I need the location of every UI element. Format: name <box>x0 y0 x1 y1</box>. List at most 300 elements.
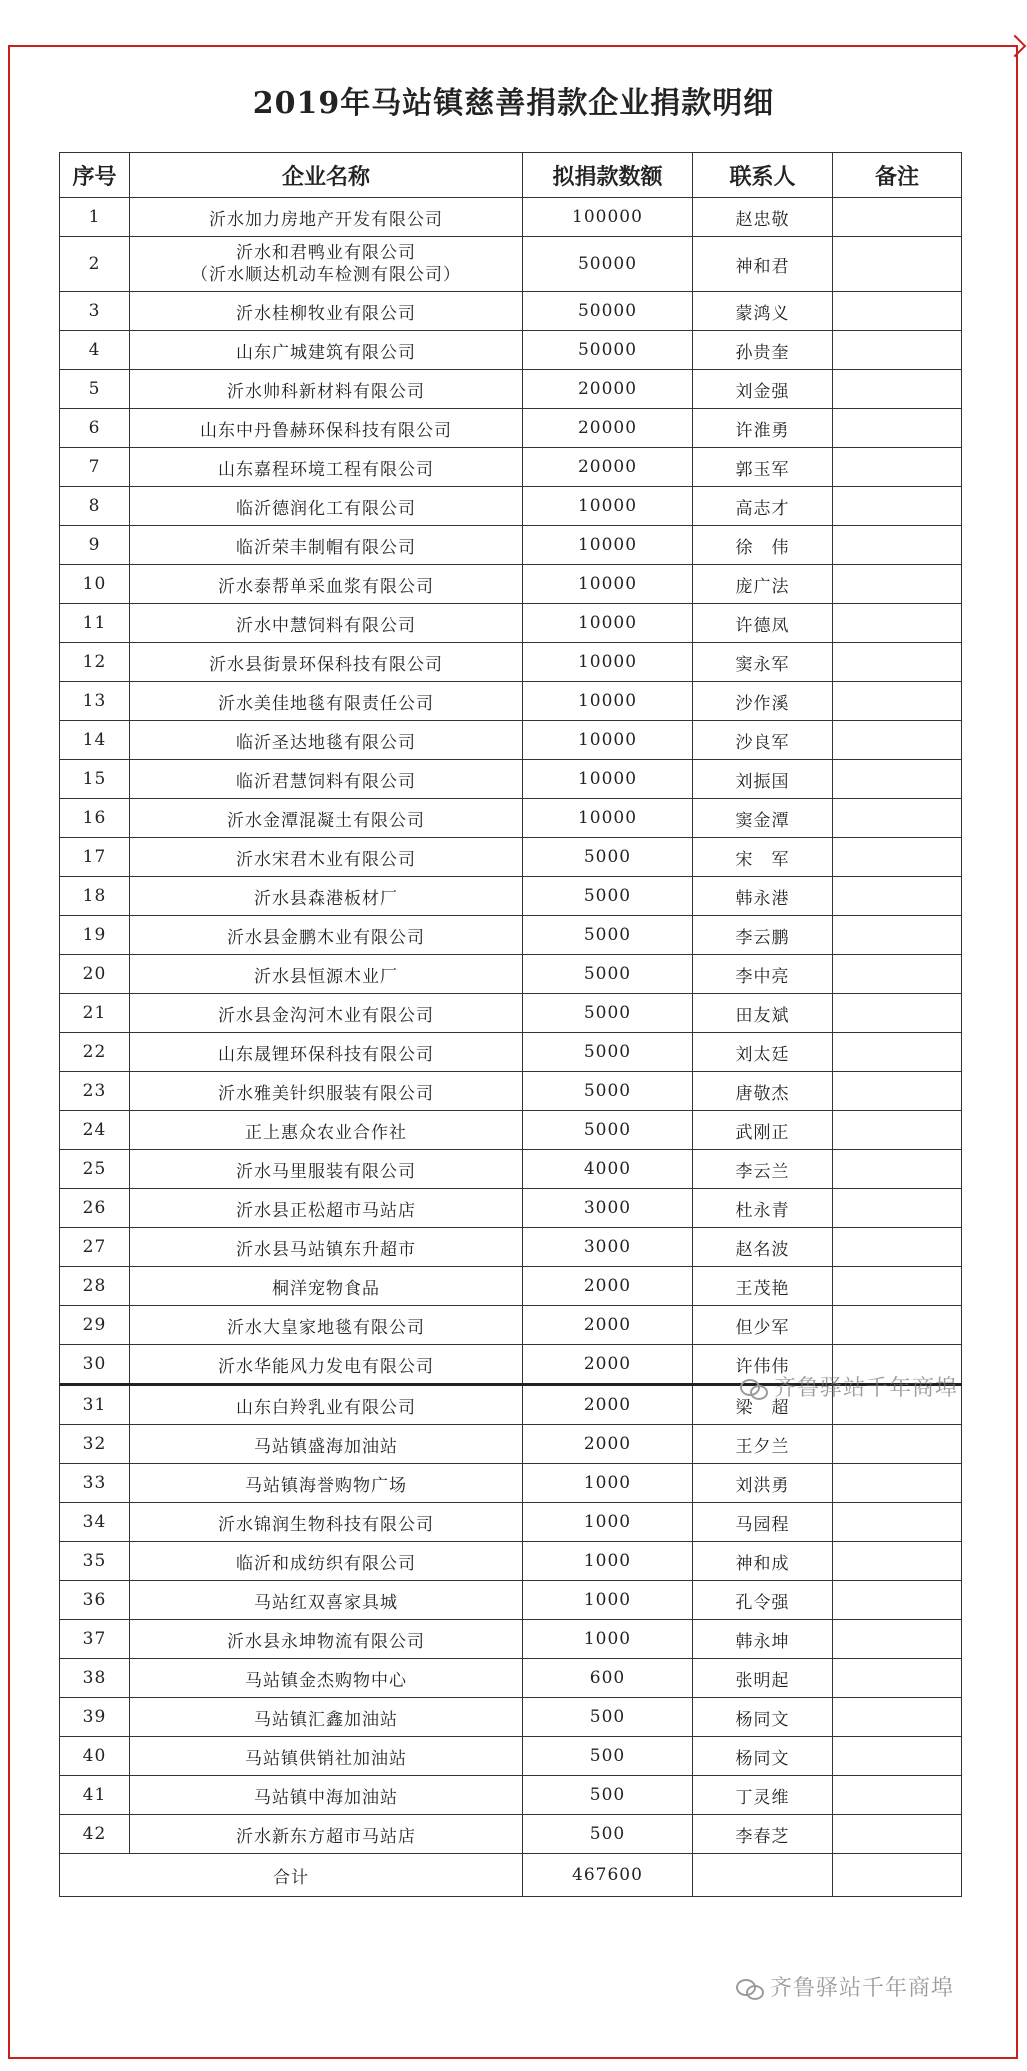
cell-company <box>130 1228 523 1267</box>
cell-contact: 刘洪勇 <box>693 1464 833 1503</box>
cell-contact: 刘振国 <box>693 760 833 799</box>
cell-amount: 10000 <box>523 721 693 760</box>
cell-contact: 杨同文 <box>693 1698 833 1737</box>
cell-note <box>833 487 962 526</box>
cell-no: 26 <box>60 1189 130 1228</box>
cell-contact: 刘太廷 <box>693 1033 833 1072</box>
cell-company <box>130 1150 523 1189</box>
company-name: 沂水中慧饲料有限公司 <box>236 615 416 636</box>
company-name: 山东白羚乳业有限公司 <box>236 1397 416 1418</box>
cell-note <box>833 760 962 799</box>
cell-contact: 马园程 <box>693 1503 833 1542</box>
cell-note <box>833 955 962 994</box>
cell-contact: 窦永军 <box>693 643 833 682</box>
cell-company <box>130 237 523 292</box>
cell-no: 14 <box>60 721 130 760</box>
company-name: 临沂君慧饲料有限公司 <box>236 771 416 792</box>
cell-no: 27 <box>60 1228 130 1267</box>
cell-company <box>130 198 523 237</box>
cell-amount: 5000 <box>523 838 693 877</box>
cell-note <box>833 292 962 331</box>
table-row <box>60 1659 962 1698</box>
table-row <box>60 198 962 237</box>
cell-amount: 1000 <box>523 1503 693 1542</box>
cell-amount: 2000 <box>523 1306 693 1345</box>
cell-company <box>130 448 523 487</box>
cell-note <box>833 1815 962 1854</box>
cell-amount: 600 <box>523 1659 693 1698</box>
cell-no: 31 <box>60 1385 130 1425</box>
cell-note <box>833 877 962 916</box>
company-name: 沂水锦润生物科技有限公司 <box>218 1514 434 1535</box>
company-name: 沂水县金沟河木业有限公司 <box>218 1005 434 1026</box>
cell-note <box>833 682 962 721</box>
cell-company <box>130 1189 523 1228</box>
table-row <box>60 1464 962 1503</box>
company-name: 正上惠众农业合作社 <box>245 1122 407 1143</box>
table-row <box>60 1033 962 1072</box>
cell-no: 3 <box>60 292 130 331</box>
cell-no: 17 <box>60 838 130 877</box>
cell-amount: 500 <box>523 1737 693 1776</box>
cell-amount: 500 <box>523 1698 693 1737</box>
company-name: 沂水华能风力发电有限公司 <box>218 1356 434 1377</box>
cell-no: 29 <box>60 1306 130 1345</box>
cell-company <box>130 292 523 331</box>
cell-no: 23 <box>60 1072 130 1111</box>
cell-amount: 5000 <box>523 1033 693 1072</box>
table-row <box>60 448 962 487</box>
cell-no: 39 <box>60 1698 130 1737</box>
header-no: 序号 <box>60 153 130 198</box>
cell-contact: 梁 超 <box>693 1385 833 1425</box>
cell-company <box>130 1345 523 1385</box>
company-name: 沂水桂柳牧业有限公司 <box>236 303 416 324</box>
cell-company <box>130 760 523 799</box>
cell-note <box>833 1072 962 1111</box>
cell-amount: 2000 <box>523 1425 693 1464</box>
company-name: 马站镇供销社加油站 <box>245 1748 407 1769</box>
cell-no: 18 <box>60 877 130 916</box>
company-name: 沂水县永坤物流有限公司 <box>227 1631 425 1652</box>
cell-company <box>130 409 523 448</box>
cell-note <box>833 526 962 565</box>
cell-note <box>833 994 962 1033</box>
cell-company <box>130 955 523 994</box>
cell-amount: 3000 <box>523 1189 693 1228</box>
cell-company <box>130 1737 523 1776</box>
cell-no: 30 <box>60 1345 130 1385</box>
cell-note <box>833 1033 962 1072</box>
header-company: 企业名称 <box>130 153 523 198</box>
table-row <box>60 1306 962 1345</box>
cell-note <box>833 1464 962 1503</box>
company-name: 沂水马里服装有限公司 <box>236 1161 416 1182</box>
cell-amount: 20000 <box>523 448 693 487</box>
cell-no: 25 <box>60 1150 130 1189</box>
table-row <box>60 1776 962 1815</box>
watermark <box>740 1371 958 1402</box>
cell-company <box>130 877 523 916</box>
table-row <box>60 565 962 604</box>
total-amount: 467600 <box>523 1854 693 1897</box>
total-note <box>833 1854 962 1897</box>
cell-contact: 郭玉军 <box>693 448 833 487</box>
company-name: 马站镇海誉购物广场 <box>245 1475 407 1496</box>
wechat-icon <box>740 1379 768 1399</box>
cell-company <box>130 916 523 955</box>
cell-note <box>833 1737 962 1776</box>
table-row <box>60 1503 962 1542</box>
cell-contact: 神和成 <box>693 1542 833 1581</box>
cell-no: 6 <box>60 409 130 448</box>
cell-no: 19 <box>60 916 130 955</box>
cell-contact: 田友斌 <box>693 994 833 1033</box>
cell-no: 11 <box>60 604 130 643</box>
cell-no: 24 <box>60 1111 130 1150</box>
header-amount: 拟捐款数额 <box>523 153 693 198</box>
cell-no: 37 <box>60 1620 130 1659</box>
cell-amount: 500 <box>523 1815 693 1854</box>
company-name: 马站镇盛海加油站 <box>254 1436 398 1457</box>
cell-amount: 2000 <box>523 1385 693 1425</box>
cell-company <box>130 1267 523 1306</box>
cell-no: 32 <box>60 1425 130 1464</box>
cell-amount: 50000 <box>523 331 693 370</box>
cell-amount: 20000 <box>523 370 693 409</box>
cell-note <box>833 1698 962 1737</box>
company-name: 沂水大皇家地毯有限公司 <box>227 1317 425 1338</box>
cell-contact: 韩永坤 <box>693 1620 833 1659</box>
cell-contact: 李云鹏 <box>693 916 833 955</box>
cell-contact: 宋 军 <box>693 838 833 877</box>
total-label: 合计 <box>60 1854 523 1897</box>
table-row <box>60 1815 962 1854</box>
cell-contact: 许德凤 <box>693 604 833 643</box>
wechat-icon <box>736 1979 764 1999</box>
table-row <box>60 1111 962 1150</box>
cell-amount: 5000 <box>523 994 693 1033</box>
cell-no: 10 <box>60 565 130 604</box>
cell-note <box>833 838 962 877</box>
cell-amount: 1000 <box>523 1542 693 1581</box>
cell-amount: 3000 <box>523 1228 693 1267</box>
cell-contact: 许淮勇 <box>693 409 833 448</box>
cell-company <box>130 1581 523 1620</box>
table-row <box>60 1072 962 1111</box>
cell-no: 36 <box>60 1581 130 1620</box>
table-row <box>60 682 962 721</box>
cell-amount: 10000 <box>523 565 693 604</box>
cell-contact: 赵名波 <box>693 1228 833 1267</box>
company-name: 桐洋宠物食品 <box>272 1278 380 1299</box>
company-name: 沂水帅科新材料有限公司 <box>227 381 425 402</box>
cell-no: 7 <box>60 448 130 487</box>
total-row <box>60 1854 962 1897</box>
cell-note <box>833 409 962 448</box>
company-name: 沂水县正松超市马站店 <box>236 1200 416 1221</box>
cell-no: 5 <box>60 370 130 409</box>
table-row <box>60 604 962 643</box>
cell-contact: 李中亮 <box>693 955 833 994</box>
donation-table <box>59 152 962 1897</box>
cell-company <box>130 1542 523 1581</box>
cell-note <box>833 448 962 487</box>
cell-contact: 徐 伟 <box>693 526 833 565</box>
cell-amount: 20000 <box>523 409 693 448</box>
cell-no: 42 <box>60 1815 130 1854</box>
company-name: 沂水加力房地产开发有限公司 <box>209 209 443 230</box>
cell-no: 12 <box>60 643 130 682</box>
company-name: 沂水泰帮单采血浆有限公司 <box>218 576 434 597</box>
cell-amount: 10000 <box>523 682 693 721</box>
table-row <box>60 643 962 682</box>
table-row <box>60 1698 962 1737</box>
company-name: 临沂圣达地毯有限公司 <box>236 732 416 753</box>
cell-company <box>130 1385 523 1425</box>
cell-contact: 李云兰 <box>693 1150 833 1189</box>
company-name: 沂水县金鹏木业有限公司 <box>227 927 425 948</box>
cell-contact: 王夕兰 <box>693 1425 833 1464</box>
table-header-row <box>60 153 962 198</box>
cell-contact: 沙作溪 <box>693 682 833 721</box>
cell-no: 20 <box>60 955 130 994</box>
company-name-alt: （沂水顺达机动车检测有限公司） <box>191 265 461 285</box>
cell-company <box>130 526 523 565</box>
cell-company <box>130 1072 523 1111</box>
cell-contact: 庞广法 <box>693 565 833 604</box>
cell-note <box>833 1306 962 1345</box>
cell-company <box>130 1306 523 1345</box>
cell-note <box>833 565 962 604</box>
cell-amount: 10000 <box>523 643 693 682</box>
company-name: 沂水新东方超市马站店 <box>236 1826 416 1847</box>
cell-contact: 孔令强 <box>693 1581 833 1620</box>
cell-note <box>833 1189 962 1228</box>
company-name: 马站镇汇鑫加油站 <box>254 1709 398 1730</box>
document-title: 2019年马站镇慈善捐款企业捐款明细 <box>252 86 775 121</box>
table-row <box>60 760 962 799</box>
cell-amount: 5000 <box>523 955 693 994</box>
table-row <box>60 721 962 760</box>
cell-note <box>833 1776 962 1815</box>
cell-amount: 10000 <box>523 760 693 799</box>
cell-no: 34 <box>60 1503 130 1542</box>
company-name: 沂水雅美针织服装有限公司 <box>218 1083 434 1104</box>
company-name: 沂水和君鸭业有限公司 <box>236 242 416 263</box>
cell-no: 41 <box>60 1776 130 1815</box>
cell-amount: 50000 <box>523 292 693 331</box>
table-row <box>60 1228 962 1267</box>
cell-note <box>833 1503 962 1542</box>
cell-company <box>130 1776 523 1815</box>
company-name: 沂水宋君木业有限公司 <box>236 849 416 870</box>
watermark-text: 齐鲁驿站千年商埠 <box>770 1976 955 2001</box>
cell-no: 9 <box>60 526 130 565</box>
cell-note <box>833 799 962 838</box>
cell-note <box>833 916 962 955</box>
cell-no: 2 <box>60 237 130 292</box>
cell-no: 4 <box>60 331 130 370</box>
table-row <box>60 994 962 1033</box>
cell-no: 1 <box>60 198 130 237</box>
cell-note <box>833 1620 962 1659</box>
cell-amount: 100000 <box>523 198 693 237</box>
cell-contact: 蒙鸿义 <box>693 292 833 331</box>
cell-note <box>833 1111 962 1150</box>
cell-note <box>833 331 962 370</box>
cell-amount: 500 <box>523 1776 693 1815</box>
table-row <box>60 1150 962 1189</box>
cell-amount: 10000 <box>523 526 693 565</box>
cell-contact: 韩永港 <box>693 877 833 916</box>
cell-company <box>130 1698 523 1737</box>
table-row <box>60 526 962 565</box>
cell-note <box>833 1150 962 1189</box>
cell-note <box>833 1267 962 1306</box>
company-name: 沂水县街景环保科技有限公司 <box>209 654 443 675</box>
cell-no: 15 <box>60 760 130 799</box>
cell-note <box>833 1581 962 1620</box>
cell-note <box>833 237 962 292</box>
cell-note <box>833 1659 962 1698</box>
cell-amount: 1000 <box>523 1620 693 1659</box>
watermark-text: 齐鲁驿站千年商埠 <box>774 1376 959 1401</box>
cell-company <box>130 643 523 682</box>
cell-no: 28 <box>60 1267 130 1306</box>
table-row <box>60 1189 962 1228</box>
cell-note <box>833 643 962 682</box>
table-row <box>60 1267 962 1306</box>
cell-no: 8 <box>60 487 130 526</box>
cell-company <box>130 1620 523 1659</box>
cell-contact: 孙贵奎 <box>693 331 833 370</box>
company-name: 山东嘉程环境工程有限公司 <box>218 459 434 480</box>
company-name: 山东晟锂环保科技有限公司 <box>218 1044 434 1065</box>
cell-amount: 5000 <box>523 877 693 916</box>
cell-contact: 李春芝 <box>693 1815 833 1854</box>
cell-contact: 丁灵维 <box>693 1776 833 1815</box>
table-row <box>60 1620 962 1659</box>
cell-contact: 张明起 <box>693 1659 833 1698</box>
cell-contact: 杜永青 <box>693 1189 833 1228</box>
table-row <box>60 487 962 526</box>
table-row <box>60 838 962 877</box>
cell-amount: 2000 <box>523 1345 693 1385</box>
cell-no: 21 <box>60 994 130 1033</box>
cell-company <box>130 604 523 643</box>
company-name: 临沂和成纺织有限公司 <box>236 1553 416 1574</box>
cell-company <box>130 799 523 838</box>
cell-amount: 1000 <box>523 1581 693 1620</box>
table-row <box>60 916 962 955</box>
company-name: 沂水县马站镇东升超市 <box>236 1239 416 1260</box>
cell-note <box>833 1425 962 1464</box>
table-row <box>60 1425 962 1464</box>
company-name: 沂水美佳地毯有限责任公司 <box>218 693 434 714</box>
cell-company <box>130 1503 523 1542</box>
table-row <box>60 955 962 994</box>
cell-company <box>130 331 523 370</box>
company-name: 沂水金潭混凝土有限公司 <box>227 810 425 831</box>
company-name: 山东广城建筑有限公司 <box>236 342 416 363</box>
cell-contact: 杨同文 <box>693 1737 833 1776</box>
table-row <box>60 331 962 370</box>
cell-amount: 10000 <box>523 604 693 643</box>
header-contact: 联系人 <box>693 153 833 198</box>
cell-contact: 神和君 <box>693 237 833 292</box>
cell-no: 16 <box>60 799 130 838</box>
table-row <box>60 237 962 292</box>
company-name: 马站红双喜家具城 <box>254 1592 398 1613</box>
cell-company <box>130 1464 523 1503</box>
table-row <box>60 877 962 916</box>
cell-company <box>130 721 523 760</box>
cell-contact: 刘金强 <box>693 370 833 409</box>
company-name: 临沂德润化工有限公司 <box>236 498 416 519</box>
cell-amount: 5000 <box>523 1072 693 1111</box>
cell-company <box>130 838 523 877</box>
company-name: 山东中丹鲁赫环保科技有限公司 <box>200 420 452 441</box>
cell-company <box>130 1111 523 1150</box>
cell-no: 38 <box>60 1659 130 1698</box>
cell-contact: 许伟伟 <box>693 1345 833 1385</box>
cell-company <box>130 1659 523 1698</box>
cell-amount: 10000 <box>523 799 693 838</box>
cell-contact: 武刚正 <box>693 1111 833 1150</box>
table-row <box>60 799 962 838</box>
cell-contact: 高志才 <box>693 487 833 526</box>
cell-contact: 窦金潭 <box>693 799 833 838</box>
cell-no: 35 <box>60 1542 130 1581</box>
cell-no: 13 <box>60 682 130 721</box>
company-name: 临沂荣丰制帽有限公司 <box>236 537 416 558</box>
cell-amount: 2000 <box>523 1267 693 1306</box>
cell-amount: 1000 <box>523 1464 693 1503</box>
cell-note <box>833 721 962 760</box>
cell-company <box>130 370 523 409</box>
cell-company <box>130 1425 523 1464</box>
company-name: 马站镇中海加油站 <box>254 1787 398 1808</box>
company-name: 沂水县恒源木业厂 <box>254 966 398 987</box>
cell-contact: 王茂艳 <box>693 1267 833 1306</box>
cell-company <box>130 487 523 526</box>
cell-company <box>130 682 523 721</box>
total-contact <box>693 1854 833 1897</box>
cell-amount: 50000 <box>523 237 693 292</box>
cell-no: 40 <box>60 1737 130 1776</box>
header-note: 备注 <box>833 153 962 198</box>
cell-amount: 5000 <box>523 916 693 955</box>
cell-note <box>833 1228 962 1267</box>
table-row <box>60 1581 962 1620</box>
cell-company <box>130 1815 523 1854</box>
watermark <box>736 1971 954 2002</box>
cell-note <box>833 1542 962 1581</box>
cell-company <box>130 565 523 604</box>
cell-amount: 4000 <box>523 1150 693 1189</box>
table-row <box>60 1737 962 1776</box>
table-row <box>60 370 962 409</box>
cell-no: 33 <box>60 1464 130 1503</box>
cell-note <box>833 604 962 643</box>
cell-note <box>833 370 962 409</box>
cell-amount: 5000 <box>523 1111 693 1150</box>
cell-contact: 赵忠敬 <box>693 198 833 237</box>
table-row <box>60 292 962 331</box>
company-name: 沂水县森港板材厂 <box>254 888 398 909</box>
cell-note <box>833 198 962 237</box>
